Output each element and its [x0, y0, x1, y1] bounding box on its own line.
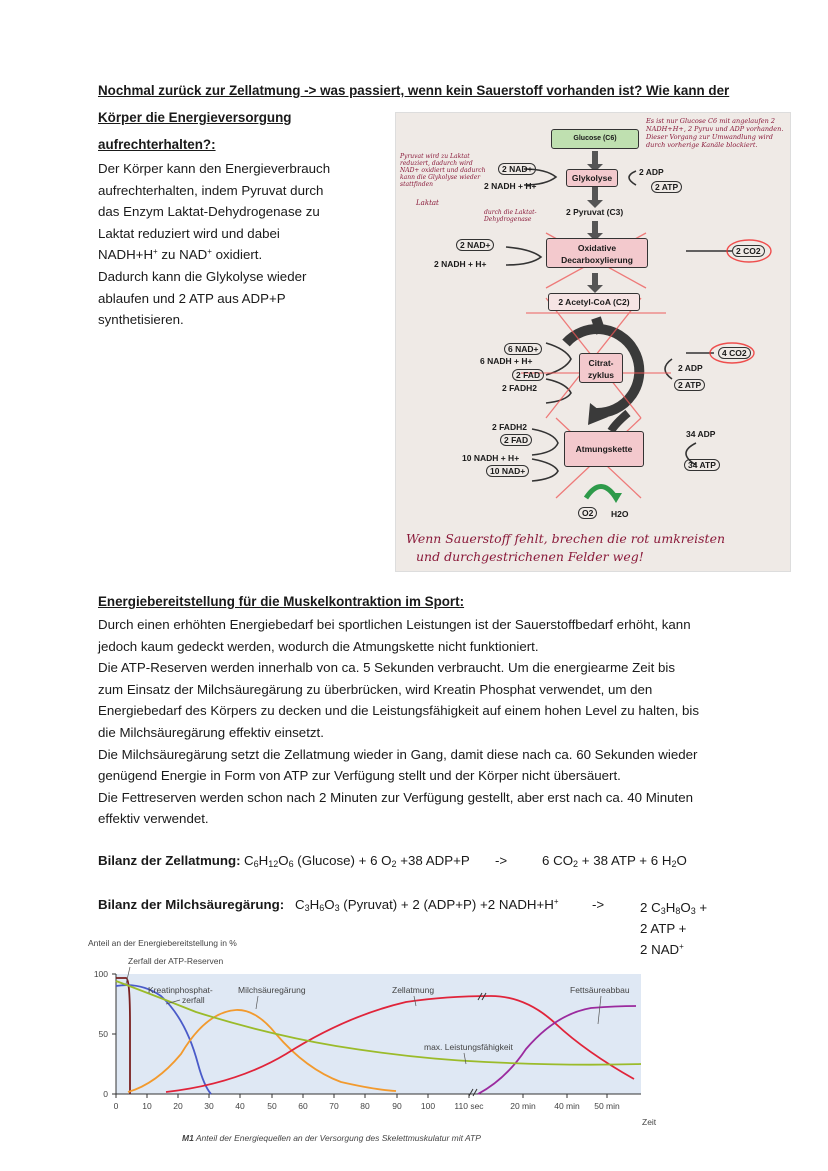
handwritten-laktat: Laktat — [416, 199, 439, 207]
intro-line: ablaufen und 2 ATP aus ADP+P — [98, 290, 286, 306]
intro-paragraph — [98, 158, 388, 331]
heading-line-3: aufrechterhalten?: — [98, 137, 216, 152]
nad-label: 10 NAD+ — [486, 465, 529, 477]
adp-label: 34 ADP — [686, 429, 716, 439]
section-line: Die Milchsäuregärung setzt die Zellatmung wieder in Gang, damit diese nach ca. 60 Sekunden wieder — [98, 746, 698, 762]
y-tick-label: 100 — [93, 969, 108, 979]
annotation-kreatin: zerfall — [182, 995, 205, 1005]
chart-xlabel: Zeit — [642, 1117, 657, 1127]
atp-label: 2 ATP — [674, 379, 705, 391]
glucose-box: Glucose (C6) — [551, 129, 639, 149]
x-tick-label: 100 — [420, 1101, 436, 1111]
nadh-label: 2 NADH + H+ — [484, 181, 537, 191]
handwritten-enzym: durch die Laktat-Dehydrogenase — [484, 209, 537, 223]
section-title: Energiebereitstellung für die Muskelkontraktion im Sport: — [98, 594, 465, 609]
x-tick-label: 80 — [360, 1101, 370, 1111]
heading-line-2: Körper die Energieversorgung — [98, 110, 292, 125]
intro-line: NADH+H+ zu NAD+ oxidiert. — [98, 247, 263, 263]
x-tick-label: 10 — [142, 1101, 152, 1111]
fadh-label: 2 FADH2 — [492, 422, 527, 432]
fadh-label: 2 FADH2 — [502, 383, 537, 393]
x-tick-label: 20 min — [510, 1101, 536, 1111]
x-tick-label: 20 — [173, 1101, 183, 1111]
bilanz-zellatmung-products: 6 $CO_2 + 38$ ATP + 6 $H_2O$ — [542, 853, 687, 869]
glykolyse-box: Glykolyse — [566, 169, 618, 187]
nad-label: 6 NAD+ — [504, 343, 542, 355]
bilanz-zellatmung-label: Bilanz der Zellatmung: — [98, 853, 241, 868]
intro-line: Der Körper kann den Energieverbrauch — [98, 161, 331, 176]
bilanz-milchsaeure-label: Bilanz der Milchsäuregärung: — [98, 897, 285, 912]
x-tick-label: 70 — [329, 1101, 339, 1111]
bilanz-arrow: -> — [495, 853, 508, 868]
co2-label: 2 CO2 — [732, 245, 765, 257]
handwritten-note-bottom-2: und durchgestrichenen Felder weg! — [416, 549, 644, 564]
h2o-label: H2O — [611, 509, 629, 519]
atp-label: 2 ATP — [651, 181, 682, 193]
section-line: die Milchsäuregärung effektiv einsetzt. — [98, 724, 324, 740]
oxidative-decarboxylierung-box: Oxidative Decarboxylierung — [546, 238, 648, 268]
annotation-atp: Zerfall der ATP-Reserven — [128, 956, 224, 966]
annotation-milch: Milchsäuregärung — [238, 985, 306, 995]
section-line: genügend Energie in Form von ATP zur Verfügung stellt und der Körper nicht übersäuert. — [98, 768, 621, 784]
annotation-fett: Fettsäureabbau — [570, 985, 630, 995]
co2-label: 4 CO2 — [718, 347, 751, 359]
atp-label: 34 ATP — [684, 459, 720, 471]
handwritten-note-bottom-1: Wenn Sauerstoff fehlt, brechen die rot umkreisten — [406, 531, 726, 546]
chart-caption: M1 Anteil der Energiequellen an der Versorgung des Skelettmuskulatur mit ATP — [182, 1133, 481, 1143]
nadh-label: 6 NADH + H+ — [480, 356, 533, 366]
annotation-max: max. Leistungsfähigkeit — [424, 1042, 513, 1052]
o2-label: O2 — [578, 507, 597, 519]
nad-label: 2 NAD+ — [498, 163, 536, 175]
bilanz-milchsaeure-products: 2 $C_3H_8O_3$ + 2 ATP + 2 NAD+ — [640, 900, 708, 957]
annotation-kreatin: Kreatinphosphat- — [148, 985, 213, 995]
pyruvat-label: 2 Pyruvat (C3) — [566, 207, 624, 217]
x-tick-label: 0 — [113, 1101, 119, 1111]
section-paragraph — [98, 614, 748, 830]
intro-line: das Enzym Laktat-Dehydrogenase zu — [98, 204, 320, 220]
section-line: Die Fettreserven werden schon nach 2 Minuten zur Verfügung gestellt, aber erst nach ca. 40 Minuten — [98, 789, 694, 805]
y-tick-label: 50 — [98, 1029, 108, 1039]
bilanz-arrow: -> — [592, 897, 605, 912]
nadh-label: 10 NADH + H+ — [462, 453, 520, 463]
intro-line: Dadurch kann die Glykolyse wieder — [98, 268, 307, 284]
x-tick-label: 90 — [392, 1101, 402, 1111]
section-line: Durch einen erhöhten Energiebedarf bei sportlichen Leistungen ist der Sauerstoffbedarf erhöht, kann — [98, 617, 691, 632]
fad-label: 2 FAD — [512, 369, 544, 381]
energy-chart — [86, 934, 676, 1149]
x-tick-label: 30 — [204, 1101, 214, 1111]
x-tick-label: 60 — [298, 1101, 308, 1111]
handwritten-note-left: Pyruvat wird zu Laktat reduziert, dadurch wird NAD+ oxidiert und dadurch kann die Glykolyse wieder stattfinden — [400, 153, 486, 188]
fad-label: 2 FAD — [500, 434, 532, 446]
x-tick-label: 50 — [267, 1101, 277, 1111]
x-tick-label: 40 min — [554, 1101, 580, 1111]
section-line: Energiebedarf des Körpers zu decken und die Leistungsfähigkeit auf einem hohen Level zu halten, bis — [98, 703, 699, 719]
heading-line-1: Nochmal zurück zur Zellatmung -> was passiert, wenn kein Sauerstoff vorhanden ist? Wie kann der — [98, 83, 730, 98]
section-line: effektiv verwendet. — [98, 811, 209, 827]
adp-label: 2 ADP — [639, 167, 664, 177]
x-tick-label: 50 min — [594, 1101, 620, 1111]
nadh-label: 2 NADH + H+ — [434, 259, 487, 269]
bilanz-zellatmung-educts: $C_6H_{12}O_6$ (Glucose) + 6 $O_2 +38$ ADP+P — [244, 853, 470, 869]
section-line: zum Einsatz der Milchsäuregärung zu überbrücken, wird Kreatin Phosphat verwendet, um den — [98, 681, 653, 697]
atmungskette-box: Atmungskette — [564, 431, 644, 467]
handwritten-note-right: Es ist nur Glucose C6 mit angelaufen 2 NADH+H+, 2 Pyruv und ADP vorhanden. Dieser Vorgang zur Umwandlung wird durch vorherige Kanäle blockiert. — [646, 117, 784, 149]
nad-label: 2 NAD+ — [456, 239, 494, 251]
x-tick-label: 40 — [235, 1101, 245, 1111]
acetyl-coa-box: 2 Acetyl-CoA (C2) — [548, 293, 640, 311]
adp-label: 2 ADP — [678, 363, 703, 373]
bilanz-milchsaeure-educts: $C_3H_6O_3$ (Pyruvat) + 2 (ADP+P) +2 NADH+H+ — [295, 897, 559, 913]
cellular-respiration-photo — [395, 112, 791, 572]
annotation-zell: Zellatmung — [392, 985, 435, 995]
chart-title: Anteil an der Energiebereitstellung in % — [88, 938, 237, 948]
x-tick-label: 110 sec — [454, 1101, 484, 1111]
intro-line: synthetisieren. — [98, 312, 184, 328]
citratzyklus-box: Citrat-zyklus — [579, 353, 623, 383]
intro-line: aufrechterhalten, indem Pyruvat durch — [98, 182, 324, 198]
intro-line: Laktat reduziert wird und dabei — [98, 225, 280, 241]
section-line: Die ATP-Reserven werden innerhalb von ca. 5 Sekunden verbraucht. Um die energiearme Zeit bis — [98, 660, 675, 676]
y-tick-label: 0 — [103, 1089, 108, 1099]
section-line: jedoch kaum gedeckt werden, wodurch die Atmungskette nicht funktioniert. — [98, 638, 539, 654]
